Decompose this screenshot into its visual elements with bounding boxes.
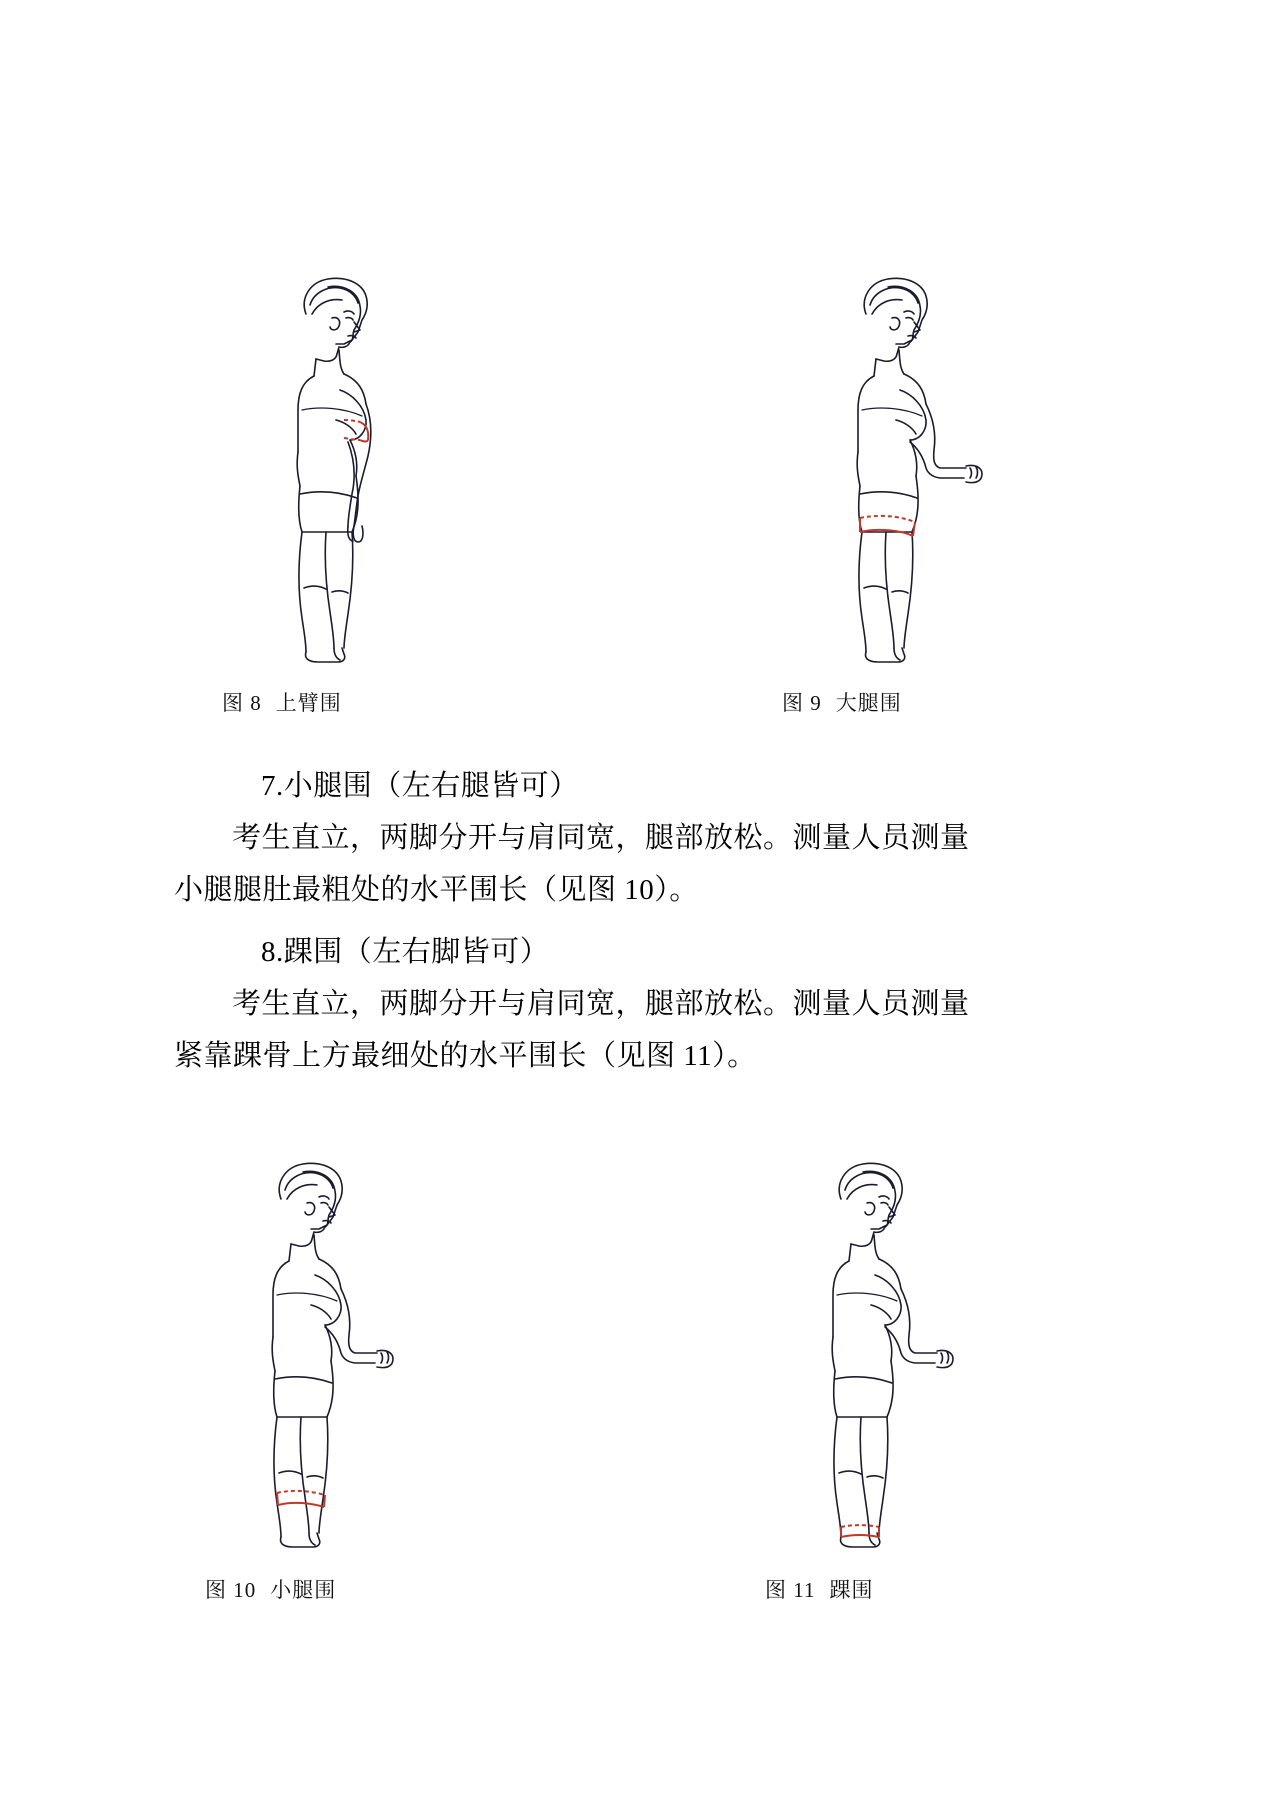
figure-10-image bbox=[215, 1155, 455, 1560]
woman-side-view-ankle-illustration bbox=[775, 1155, 1015, 1555]
figure-8-title: 上臂围 bbox=[275, 691, 342, 715]
figure-11-image bbox=[775, 1155, 1015, 1560]
figure-10-number: 图 10 bbox=[205, 1578, 257, 1602]
figure-9-title: 大腿围 bbox=[835, 691, 902, 715]
figure-8-image bbox=[240, 270, 470, 675]
section-7-line-2: 小腿腿肚最粗处的水平围长（见图 10）。 bbox=[174, 874, 699, 906]
figure-9-caption bbox=[782, 687, 902, 717]
figure-row-bottom bbox=[0, 1155, 1280, 1604]
figure-10 bbox=[205, 1155, 455, 1604]
figure-9-number: 图 9 bbox=[782, 691, 822, 715]
figure-11-caption bbox=[765, 1574, 873, 1604]
section-8-line-2: 紧靠踝骨上方最细处的水平围长（见图 11）。 bbox=[174, 1040, 757, 1072]
figure-8-caption bbox=[222, 687, 342, 717]
woman-side-view-thigh-illustration bbox=[800, 270, 1030, 670]
figure-8-number: 图 8 bbox=[222, 691, 262, 715]
figure-11-title: 踝围 bbox=[829, 1578, 874, 1602]
figure-10-title: 小腿围 bbox=[270, 1578, 337, 1602]
woman-side-view-upper-arm-illustration bbox=[240, 270, 470, 670]
figure-9-image bbox=[800, 270, 1030, 675]
figure-row-top bbox=[0, 270, 1280, 717]
section-8-heading: 8.踝围（左右脚皆可） bbox=[261, 936, 550, 968]
figure-9 bbox=[782, 270, 1030, 717]
woman-side-view-calf-illustration bbox=[215, 1155, 455, 1555]
figure-10-caption bbox=[205, 1574, 336, 1604]
section-8-line-1: 考生直立，两脚分开与肩同宽，腿部放松。测量人员测量 bbox=[232, 988, 970, 1020]
figure-11 bbox=[765, 1155, 1015, 1604]
section-7-heading: 7.小腿围（左右腿皆可） bbox=[261, 770, 579, 802]
figure-8 bbox=[222, 270, 470, 717]
section-7-line-1: 考生直立，两脚分开与肩同宽，腿部放松。测量人员测量 bbox=[232, 822, 970, 854]
figure-11-number: 图 11 bbox=[765, 1578, 816, 1602]
